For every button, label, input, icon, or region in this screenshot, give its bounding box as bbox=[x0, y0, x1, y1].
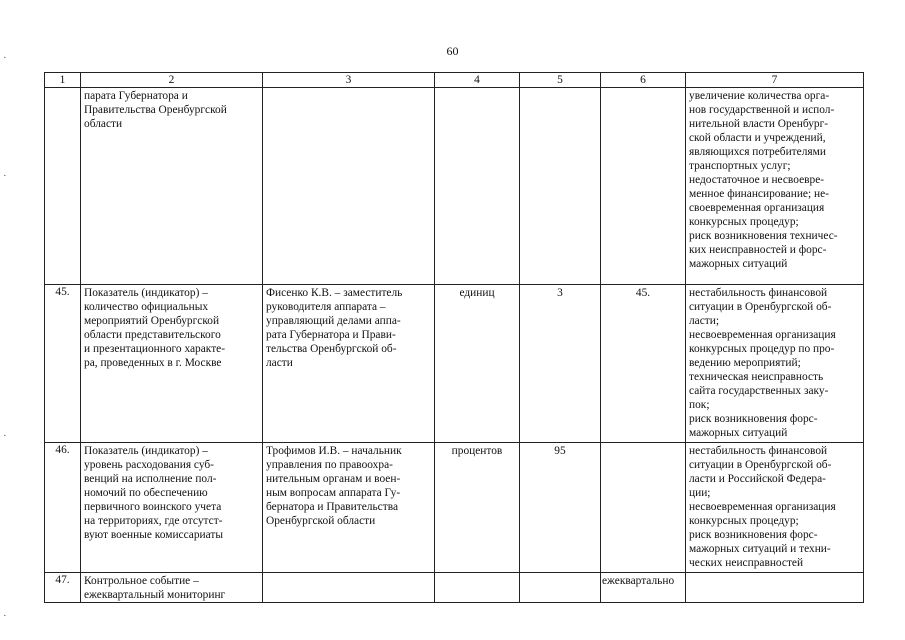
value-cell: 3 bbox=[520, 285, 601, 443]
period-cell bbox=[601, 443, 686, 573]
period-cell bbox=[601, 88, 686, 285]
value-cell bbox=[520, 88, 601, 285]
risks-cell bbox=[686, 573, 864, 603]
table-row bbox=[45, 573, 864, 603]
row-number-cell: 45. bbox=[45, 285, 81, 443]
column-header: 3 bbox=[263, 73, 435, 88]
column-header: 1 bbox=[45, 73, 81, 88]
column-header: 7 bbox=[686, 73, 864, 88]
risks-cell: увеличение количества орга- нов государственной и испол- нительной власти Оренбург- ской области и учреждений, являющихся потребителями транспортных услуг; недостаточное и несвоевре- менное финансирование; не- своевременная организация конкурсных процедур; риск возникновения техничес- ких неисправностей и форс- мажорных ситуаций bbox=[686, 88, 864, 285]
column-header: 6 bbox=[601, 73, 686, 88]
page-number: 60 bbox=[446, 44, 459, 58]
binding-mark: · bbox=[3, 430, 7, 442]
responsible-cell bbox=[263, 573, 435, 603]
column-header: 2 bbox=[81, 73, 263, 88]
column-header: 4 bbox=[435, 73, 520, 88]
table-row bbox=[45, 285, 864, 443]
unit-cell: единиц bbox=[435, 285, 520, 443]
indicator-cell: Показатель (индикатор) – количество официальных мероприятий Оренбургской области представительского и презентационного характе- ра, проведенных в г. Москве bbox=[81, 285, 263, 443]
binding-mark: · bbox=[3, 52, 7, 64]
row-number-cell: 47. bbox=[45, 573, 81, 603]
value-cell bbox=[520, 573, 601, 603]
binding-mark: · bbox=[3, 170, 7, 182]
column-header: 5 bbox=[520, 73, 601, 88]
risks-cell: нестабильность финансовой ситуации в Оренбургской об- ласти; несвоевременная организация конкурсных процедур по про- ведению мероприятий; техническая неисправность сайта государственных заку- пок; риск возникновения форс- мажорных ситуаций bbox=[686, 285, 864, 443]
indicators-table bbox=[44, 72, 864, 603]
risks-cell: нестабильность финансовой ситуации в Оренбургской об- ласти и Российской Федера- ции; несвоевременная организация конкурсных процедур; риск возникновения форс- мажорных ситуаций и техни- ческих неисправностей bbox=[686, 443, 864, 573]
table-row bbox=[45, 443, 864, 573]
period-cell: 45. bbox=[601, 285, 686, 443]
binding-mark: · bbox=[3, 610, 7, 622]
unit-cell: процентов bbox=[435, 443, 520, 573]
responsible-cell bbox=[263, 88, 435, 285]
responsible-cell: Трофимов И.В. – начальник управления по правоохра- нительным органам и воен- ным вопросам аппарата Гу- бернатора и Правительства Оренбургской области bbox=[263, 443, 435, 573]
column-number-row bbox=[45, 73, 864, 88]
indicator-cell: парата Губернатора и Правительства Оренбургской области bbox=[81, 88, 263, 285]
table-row bbox=[45, 88, 864, 285]
row-number-cell: 46. bbox=[45, 443, 81, 573]
unit-cell bbox=[435, 573, 520, 603]
row-number-cell bbox=[45, 88, 81, 285]
unit-cell bbox=[435, 88, 520, 285]
value-cell: 95 bbox=[520, 443, 601, 573]
period-cell: ежеквартально bbox=[601, 573, 686, 603]
indicator-cell: Показатель (индикатор) – уровень расходования суб- венций на исполнение пол- номочий по обеспечению первичного воинского учета на территориях, где отсутст- вуют военные комиссариаты bbox=[81, 443, 263, 573]
indicator-cell: Контрольное событие – ежеквартальный мониторинг bbox=[81, 573, 263, 603]
responsible-cell: Фисенко К.В. – заместитель руководителя аппарата – управляющий делами аппа- рата Губернатора и Прави- тельства Оренбургской об- ласти bbox=[263, 285, 435, 443]
